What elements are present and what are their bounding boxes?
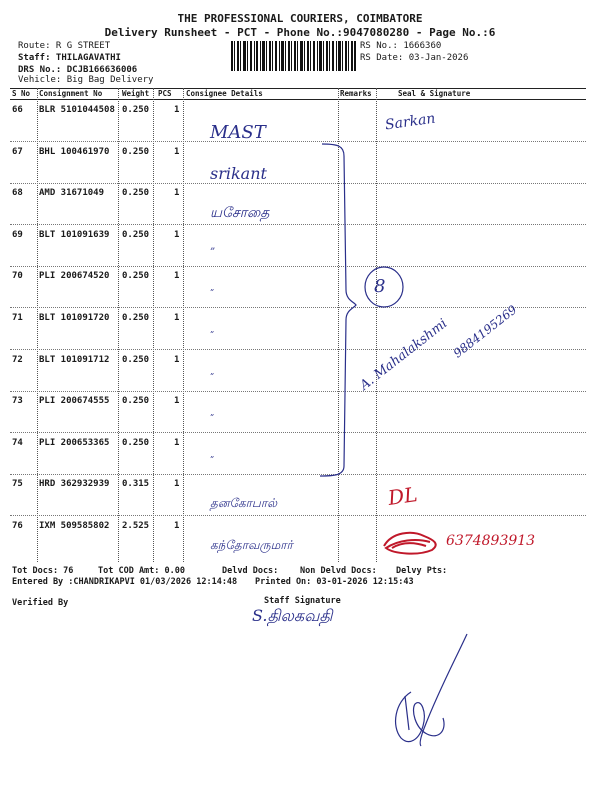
row-sno: 74 [12,437,23,448]
col-pcs: PCS [158,89,172,98]
entered-by: Entered By :CHANDRIKAPVI 01/03/2026 12:14:48 [12,577,238,587]
row-sno: 71 [12,313,23,323]
row-weight: 0.250 [122,396,150,407]
row-pcs: 1 [174,396,180,407]
row-consignment: PLI 200674520 [39,271,110,282]
row-consignee-handwritten: ” [210,413,215,423]
row-weight: 0.250 [122,271,150,282]
row-pcs: 1 [174,479,180,490]
row-consignment: BLR 5101044508 [39,105,115,115]
col-consignment: Consignment No [39,89,103,98]
row-consignment: BLT 101091720 [39,313,110,323]
tot-docs: Tot Docs: 76 [12,566,74,576]
row-consignment: BLT 101091639 [39,229,110,240]
table-row [10,391,586,432]
tot-cod: Tot COD Amt: 0.00 [98,566,185,576]
row-pcs: 1 [174,521,180,531]
row-weight: 0.250 [122,354,150,365]
row-weight: 0.315 [122,479,150,490]
row-consignment: BHL 100461970 [39,146,110,157]
table-row [10,142,586,183]
row-consignee-handwritten: ” [210,371,215,381]
row-consignee-handwritten: srikant [210,163,267,183]
rs-number: RS No.: 1666360 [360,41,442,51]
row-consignee-handwritten: ” [210,330,215,339]
row-sno: 72 [12,354,23,365]
table-row [10,433,586,474]
row-sno: 75 [12,479,23,490]
row-consignee-handwritten: ” [210,454,215,464]
row-sno: 70 [12,271,23,282]
row-pcs: 1 [174,271,180,282]
staff-signature-label: Staff Signature [264,596,341,606]
barcode-icon [231,41,356,71]
name-note: A. Mahalakshmi [357,316,451,394]
row-weight: 0.250 [122,437,150,448]
row-consignee-handwritten: யசோதை [210,205,270,222]
circled-count: 8 [374,276,386,297]
scribble-mark [378,522,448,558]
col-weight: Weight [122,89,150,98]
row-sno: 67 [12,146,23,157]
printed-on: Printed On: 03-01-2026 12:15:43 [255,577,414,587]
phone-note-2: 6374893913 [446,533,536,549]
signature-row66: Sarkan [384,110,437,134]
staff-label: Staff: THILAGAVATHI [18,53,121,63]
col-remarks: Remarks [340,89,372,98]
row-pcs: 1 [174,313,180,323]
row-consignee-handwritten: தனகோபால் [210,496,278,511]
row-sno: 69 [12,229,23,240]
runsheet-subtitle: Delivery Runsheet - PCT - Phone No.:9047080280 - Page No.:6 [104,26,496,39]
rs-date: RS Date: 03-Jan-2026 [360,53,469,63]
row-consignment: AMD 31671049 [39,188,105,199]
drs-label: DRS No.: DCJB166636006 [18,65,138,75]
row-consignee-handwritten: கந்தோவருமார் [210,538,293,552]
row-pcs: 1 [174,105,180,115]
row-sno: 76 [12,521,23,531]
row-consignment: HRD 362932939 [39,479,110,490]
col-sno: S No [12,89,31,98]
row-consignee-handwritten: MAST [210,122,266,143]
row-sno: 68 [12,188,23,199]
col-consignee: Consignee Details [186,89,263,98]
phone-note: 9884195269 [450,302,520,361]
row-consignee-handwritten: ” [210,246,216,258]
route-label: Route: R G STREET [18,41,111,51]
row-pcs: 1 [174,354,180,365]
row-sno: 66 [12,105,23,115]
table-row [10,100,586,141]
row-sno: 73 [12,396,23,407]
row-weight: 0.250 [122,188,150,199]
table-row [10,350,586,391]
row-weight: 2.525 [122,521,150,531]
verified-by: Verified By [12,598,69,608]
row-weight: 0.250 [122,229,150,240]
row-pcs: 1 [174,229,180,240]
row-consignment: PLI 200674555 [39,396,110,407]
bracket-mark [318,140,358,480]
row-consignment: IXM 509585802 [39,521,110,531]
row-consignee-handwritten: ” [210,288,215,298]
row-pcs: 1 [174,437,180,448]
row-pcs: 1 [174,146,180,157]
delvy-pts: Delvy Pts: [396,566,448,576]
col-seal-signature: Seal & Signature [398,89,471,98]
row-consignment: BLT 101091712 [39,354,110,365]
delvd-docs: Delvd Docs: [222,566,279,576]
row-weight: 0.250 [122,146,150,157]
row-weight: 0.250 [122,105,150,115]
table-row [10,474,586,515]
row-consignment: PLI 200653365 [39,437,110,448]
non-delvd-docs: Non Delvd Docs: [300,566,377,576]
dl-note: DL [386,482,419,510]
table-row [10,225,586,266]
staff-signature: S.திலகவதி [252,606,333,625]
table-row [10,183,586,224]
table-row [10,266,586,307]
company-title: THE PROFESSIONAL COURIERS, COIMBATORE [177,12,423,25]
row-weight: 0.250 [122,313,150,323]
verifier-signature [385,630,485,750]
vehicle-label: Vehicle: Big Bag Delivery [18,75,154,85]
row-pcs: 1 [174,188,180,199]
